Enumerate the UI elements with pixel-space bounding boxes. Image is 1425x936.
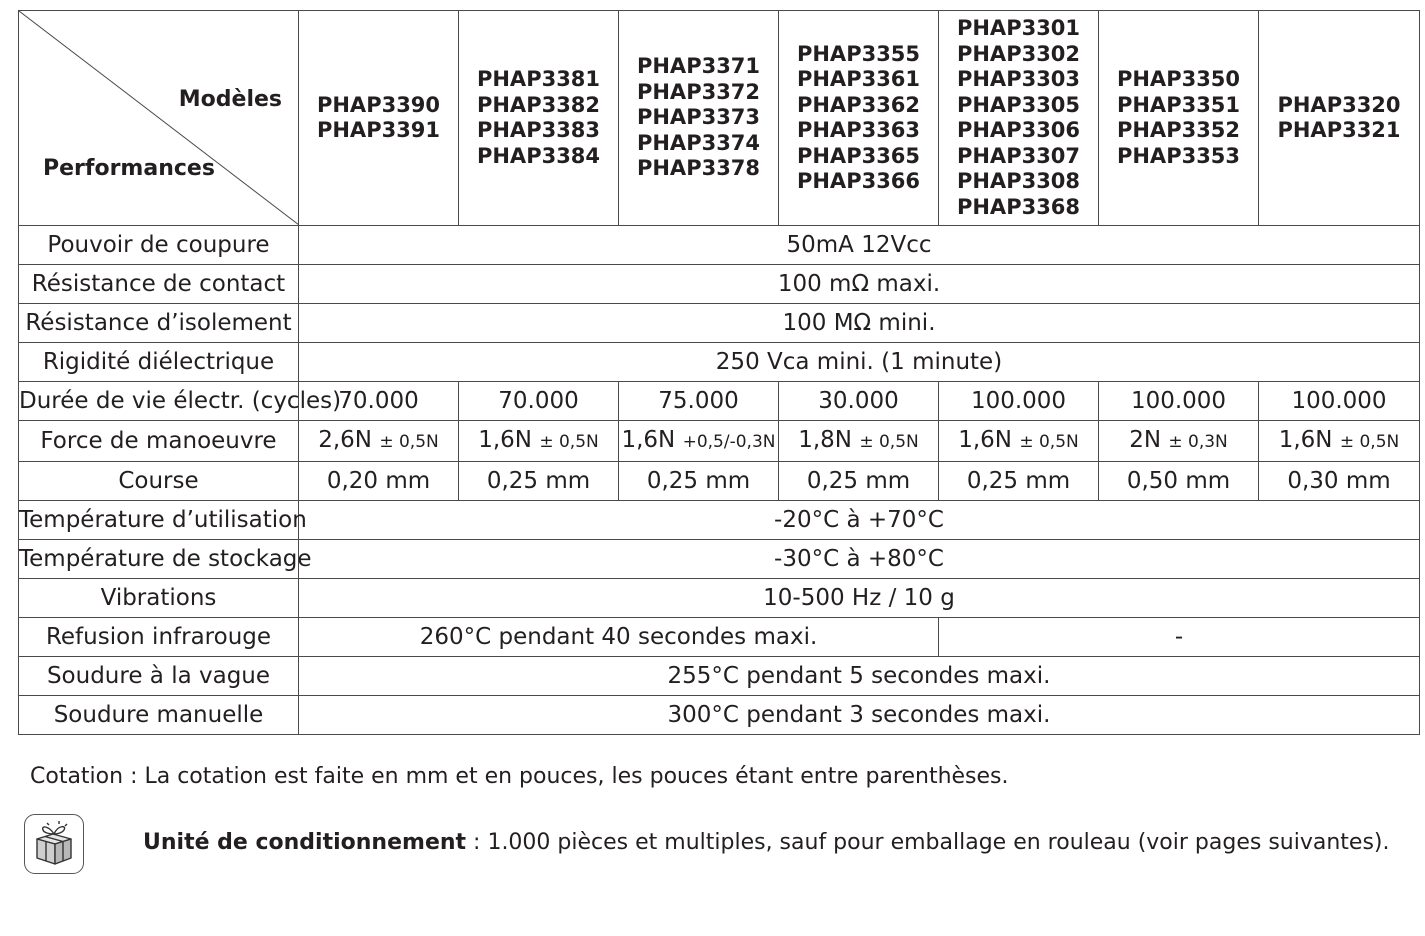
row-pouvoir — [19, 226, 1420, 265]
model-name: PHAP3381 — [476, 67, 601, 91]
cotation-note: Cotation : La cotation est faite en mm et en pouces, les pouces étant entre parenthèses. — [30, 764, 1009, 789]
cell-value: 0,20 mm — [299, 462, 459, 501]
model-name: PHAP3382 — [476, 92, 601, 117]
row-label: Pouvoir de coupure — [19, 226, 299, 265]
model-name: PHAP3350 — [1116, 67, 1241, 91]
row-course — [19, 462, 1420, 501]
model-name: PHAP3371 — [636, 54, 761, 79]
model-name: PHAP3384 — [476, 143, 601, 168]
row-value: 255°C pendant 5 secondes maxi. — [299, 657, 1420, 696]
row-force — [19, 421, 1420, 462]
force-tolerance: ± 0,5N — [859, 432, 919, 452]
row-label: Soudure à la vague — [19, 657, 299, 696]
model-name: PHAP3307 — [956, 143, 1081, 168]
force-value: 1,6N — [621, 427, 676, 453]
row-vibrations — [19, 579, 1420, 618]
cell-value: 0,25 mm — [459, 462, 619, 501]
model-name: PHAP3308 — [956, 169, 1081, 193]
row-value: -30°C à +80°C — [299, 540, 1420, 579]
model-name: PHAP3306 — [956, 118, 1081, 142]
model-name: PHAP3383 — [476, 118, 601, 142]
row-value: 100 MΩ mini. — [299, 304, 1420, 343]
model-name: PHAP3351 — [1116, 92, 1241, 117]
model-column-3 — [619, 11, 779, 226]
row-value: 10-500 Hz / 10 g — [299, 579, 1420, 618]
cell-value: 0,25 mm — [939, 462, 1099, 501]
row-label: Soudure manuelle — [19, 696, 299, 735]
packaging-label: Unité de conditionnement — [143, 830, 467, 855]
row-label: Vibrations — [19, 579, 299, 618]
force-tolerance: ± 0,5N — [539, 432, 599, 452]
cell-value — [459, 421, 619, 462]
model-name: PHAP3374 — [636, 130, 761, 155]
model-column-2 — [459, 11, 619, 226]
cell-value: 70.000 — [299, 382, 459, 421]
cell-value — [779, 421, 939, 462]
spec-table — [18, 10, 1420, 735]
model-name: PHAP3320 — [1277, 92, 1401, 117]
force-value: 2,6N — [318, 427, 373, 453]
row-label: Rigidité diélectrique — [19, 343, 299, 382]
row-vague — [19, 657, 1420, 696]
cell-value — [619, 421, 779, 462]
cell-value — [1259, 421, 1420, 462]
row-temp-util — [19, 501, 1420, 540]
row-label: Température d’utilisation — [19, 501, 299, 540]
model-name: PHAP3305 — [956, 92, 1081, 117]
row-temp-stock — [19, 540, 1420, 579]
cell-value: 100.000 — [1099, 382, 1259, 421]
models-heading: Modèles — [178, 87, 282, 112]
model-name: PHAP3321 — [1277, 118, 1401, 142]
row-value: 300°C pendant 3 secondes maxi. — [299, 696, 1420, 735]
packaging-text: : 1.000 pièces et multiples, sauf pour emballage en rouleau (voir pages suivantes). — [466, 830, 1390, 855]
row-value: 100 mΩ maxi. — [299, 265, 1420, 304]
force-value: 2N — [1129, 427, 1162, 453]
row-refusion — [19, 618, 1420, 657]
model-name: PHAP3361 — [796, 67, 921, 91]
row-duree — [19, 382, 1420, 421]
cell-value: 30.000 — [779, 382, 939, 421]
cell-value — [1099, 421, 1259, 462]
model-name: PHAP3352 — [1116, 118, 1241, 142]
cell-value: 0,50 mm — [1099, 462, 1259, 501]
row-manuelle — [19, 696, 1420, 735]
model-name: PHAP3353 — [1116, 143, 1241, 168]
cell-value: 0,25 mm — [619, 462, 779, 501]
row-label: Force de manoeuvre — [19, 421, 299, 462]
model-name: PHAP3390 — [316, 92, 441, 117]
corner-diagonal — [19, 11, 299, 225]
force-value: 1,6N — [478, 427, 533, 453]
model-name: PHAP3378 — [636, 156, 761, 181]
corner-cell — [19, 11, 299, 226]
cell-value: 0,30 mm — [1259, 462, 1420, 501]
row-resistance-contact — [19, 265, 1420, 304]
force-tolerance: ± 0,5N — [379, 432, 439, 452]
row-rigidite — [19, 343, 1420, 382]
model-name: PHAP3362 — [796, 92, 921, 117]
row-label: Résistance d’isolement — [19, 304, 299, 343]
header-row — [19, 11, 1420, 226]
model-name: PHAP3391 — [316, 118, 441, 142]
model-name: PHAP3373 — [636, 105, 761, 130]
model-column-4 — [779, 11, 939, 226]
model-name: PHAP3365 — [796, 143, 921, 168]
row-value: - — [939, 618, 1420, 657]
model-name: PHAP3301 — [956, 16, 1081, 40]
cell-value — [939, 421, 1099, 462]
row-value: 260°C pendant 40 secondes maxi. — [299, 618, 939, 657]
cell-value: 100.000 — [1259, 382, 1420, 421]
model-column-1 — [299, 11, 459, 226]
force-tolerance: ± 0,5N — [1019, 432, 1079, 452]
gift-box-icon — [24, 814, 84, 874]
packaging-note — [143, 830, 1389, 855]
force-tolerance: ± 0,3N — [1168, 432, 1228, 452]
model-column-6 — [1099, 11, 1259, 226]
model-name: PHAP3363 — [796, 118, 921, 142]
row-label: Durée de vie électr. (cycles) — [19, 382, 299, 421]
model-column-7 — [1259, 11, 1420, 226]
row-value: 250 Vca mini. (1 minute) — [299, 343, 1420, 382]
cell-value — [299, 421, 459, 462]
row-label: Température de stockage — [19, 540, 299, 579]
row-value: -20°C à +70°C — [299, 501, 1420, 540]
model-name: PHAP3372 — [636, 79, 761, 104]
row-value: 50mA 12Vcc — [299, 226, 1420, 265]
force-value: 1,8N — [798, 427, 853, 453]
model-column-5 — [939, 11, 1099, 226]
row-resistance-isolement — [19, 304, 1420, 343]
row-label: Résistance de contact — [19, 265, 299, 304]
cell-value: 100.000 — [939, 382, 1099, 421]
force-tolerance: ± 0,5N — [1339, 432, 1400, 452]
performances-heading: Performances — [43, 156, 215, 181]
force-value: 1,6N — [958, 427, 1013, 453]
cell-value: 0,25 mm — [779, 462, 939, 501]
force-value: 1,6N — [1278, 427, 1333, 453]
model-name: PHAP3303 — [956, 67, 1081, 91]
row-label: Refusion infrarouge — [19, 618, 299, 657]
model-name: PHAP3302 — [956, 41, 1081, 66]
model-name: PHAP3366 — [796, 169, 921, 193]
model-name: PHAP3368 — [956, 194, 1081, 219]
cell-value: 75.000 — [619, 382, 779, 421]
cell-value: 70.000 — [459, 382, 619, 421]
model-name: PHAP3355 — [796, 41, 921, 66]
force-tolerance: +0,5/-0,3N — [682, 432, 776, 452]
row-label: Course — [19, 462, 299, 501]
